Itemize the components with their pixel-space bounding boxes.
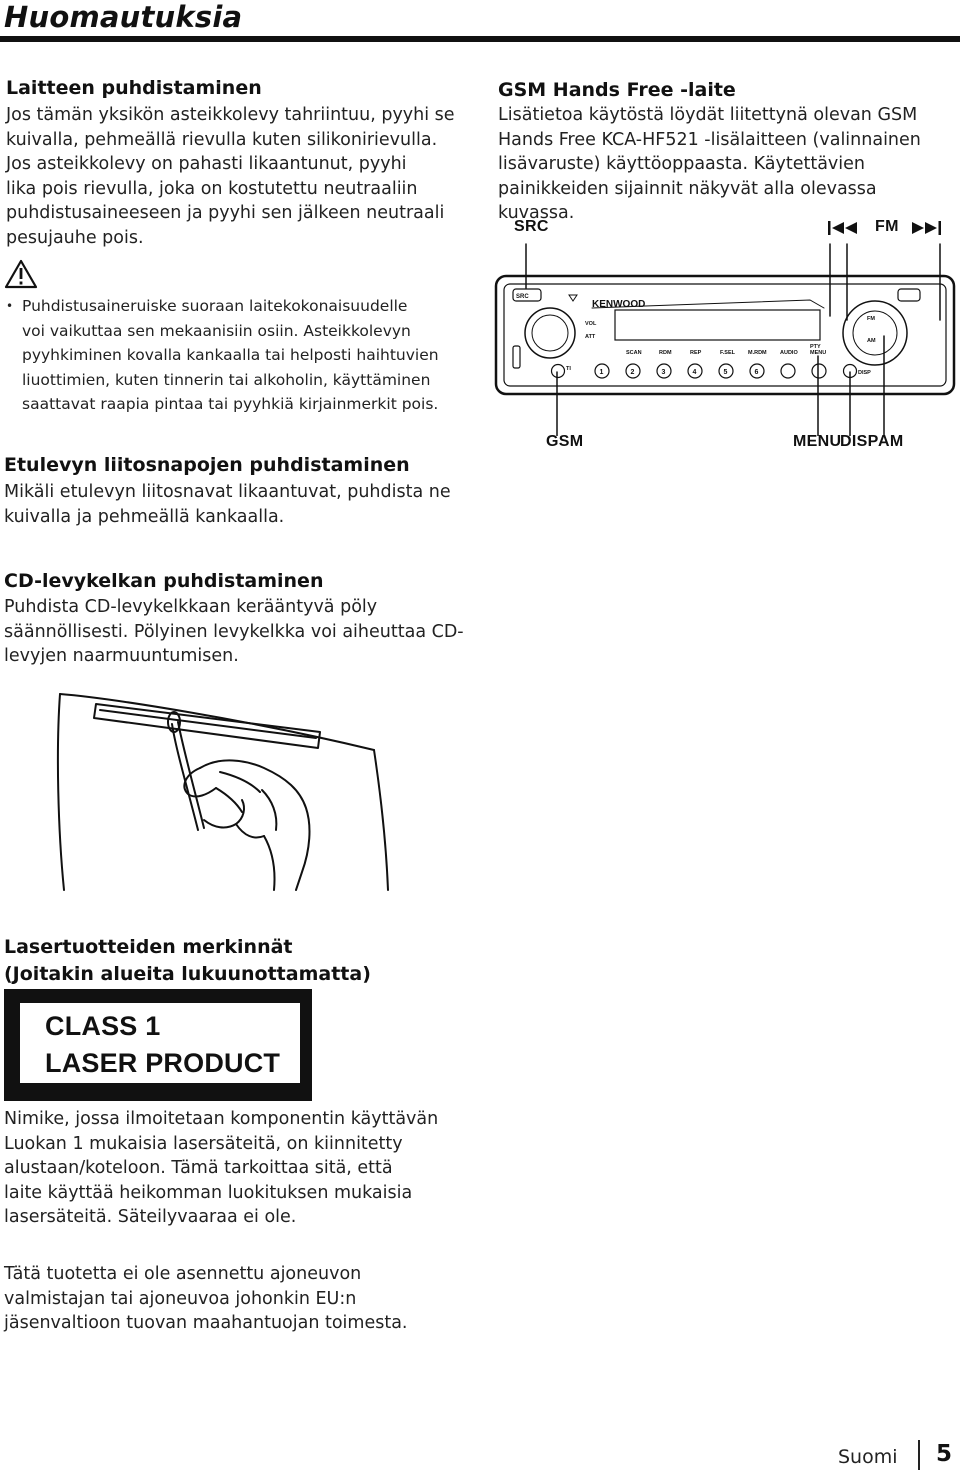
footer-page-number: 5 [936,1441,953,1467]
laser-class-label [4,989,312,1101]
text-line: pyyhkiminen kovalla kankaalla tai helposti haihtuvien [22,346,439,364]
text-line: voi vaikuttaa sen mekaanisiin osiin. Asteikkolevyn [22,321,411,340]
footer-language: Suomi [838,1446,898,1468]
panel-fn-rep: REP [690,350,702,356]
panel-att: ATT [585,334,596,340]
text-line: Jos asteikkolevy on pahasti likaantunut, pyyhi [6,154,407,174]
footer-separator [918,1440,920,1470]
laser-label-line-2: LASER PRODUCT [45,1048,281,1078]
fig-label-disp: DISP [840,433,879,450]
panel-preset-5: 5 [723,369,728,376]
text-line: Luokan 1 mukaisia lasersäteitä, on kiinnitetty [4,1133,403,1154]
fig-label-menu: MENU [793,433,842,450]
text-line: Hands Free KCA-HF521 -lisälaitteen (valinnainen [498,129,921,150]
text-line: levyjen naarmuuntumisen. [4,646,239,666]
text-line: Puhdista CD-levykelkkaan kerääntyvä pöly [4,597,378,617]
connector-cleaning-heading: Etulevyn liitosnapojen puhdistaminen [4,454,410,476]
laser-heading [4,934,371,988]
text-line: Jos tämän yksikön asteikkolevy tahriintuu, pyyhi se [6,105,455,125]
panel-fm: FM [867,316,875,322]
fig-label-gsm: GSM [546,433,584,450]
text-line: valmistajan tai ajoneuvoa johonkin EU:n [4,1288,357,1309]
text-line: • Puhdistusaineruiske suoraan laitekokonaisuudelle [22,297,408,315]
fig-label-am: AM [878,433,904,450]
caution-item [4,294,444,417]
gsm-paragraph [498,103,958,226]
text-line: Tätä tuotetta ei ole asennettu ajoneuvon [4,1264,362,1284]
text-line: pesujauhe pois. [6,227,144,248]
panel-src-label: SRC [516,294,529,300]
panel-preset-4: 4 [692,369,697,376]
text-line: lika pois rievulla, joka on kostutettu neutraaliin [6,178,418,199]
panel-fn-scan: SCAN [626,350,642,356]
text-line: jäsenvaltioon tuovan maahantuojan toimesta. [4,1313,408,1333]
text-line: Mikäli etulevyn liitosnavat likaantuvat, puhdista ne [4,482,451,502]
title-rule [0,36,960,42]
panel-am: AM [867,338,876,344]
text-line: Lasertuotteiden merkinnät [4,936,293,958]
gsm-heading: GSM Hands Free -laite [498,79,736,101]
text-line: (Joitakin alueita lukuunottamatta) [4,963,371,985]
panel-preset-1: 1 [599,369,604,376]
cd-cleaning-heading: CD-levykelkan puhdistaminen [4,570,324,592]
panel-fn-rdm: RDM [659,350,672,356]
text-line: säännöllisesti. Pölyinen levykelkka voi aiheuttaa CD- [4,621,464,642]
panel-fn-mrdm: M.RDM [748,350,767,356]
panel-brand: KENWOOD [592,299,646,310]
text-line: lasersäteitä. Säteilyvaaraa ei ole. [4,1207,297,1227]
cd-tray-cleaning-illustration [50,690,400,900]
fig-label-src: SRC [514,218,549,235]
cleaning-unit-paragraph [6,103,466,250]
text-line: saattavat raapia pintaa tai pyyhkiä kirjainmerkit pois. [22,395,439,413]
caution-box [4,294,444,417]
text-line: kuivalla ja pehmeällä kankaalla. [4,506,285,527]
laser-label-line-1: CLASS 1 [45,1011,161,1041]
text-line: laite käyttää heikomman luokituksen mukaisia [4,1182,413,1203]
panel-disp: DISP [858,370,871,376]
laser-label-inner [20,1003,300,1083]
skip-back-icon [827,220,859,236]
laser-note [4,1262,464,1336]
text-line: lisävaruste) käyttöoppaasta. Käytettävien [498,154,866,174]
panel-preset-3: 3 [661,369,666,376]
page-title: Huomautuksia [4,0,243,34]
cleaning-unit-heading: Laitteen puhdistaminen [6,77,262,99]
laser-paragraph [4,1107,464,1230]
fig-label-fm: FM [875,218,899,235]
panel-vol: VOL [585,321,597,327]
skip-forward-icon [910,220,942,236]
panel-preset-6: 6 [754,369,759,376]
panel-ti: TI [566,366,571,372]
panel-fn-fsel: F.SEL [720,350,735,356]
text-line: Lisätietoa käytöstä löydät liitettynä olevan GSM [498,105,918,125]
car-stereo-faceplate [494,240,958,436]
text-line: liuottimien, kuten tinnerin tai alkoholin, käyttäminen [22,370,431,389]
text-line: Nimike, jossa ilmoitetaan komponentin käyttävän [4,1109,439,1129]
panel-fn-menu: MENU [810,350,827,356]
cd-cleaning-paragraph [4,595,464,669]
text-line: alustaan/koteloon. Tämä tarkoittaa sitä, että [4,1158,393,1178]
panel-pty: PTY [810,344,821,350]
panel-fn-audio: AUDIO [780,350,798,356]
panel-preset-2: 2 [630,369,635,376]
text-line: painikkeiden sijainnit näkyvät alla olevassa kuvassa. [498,178,877,223]
warning-triangle-icon [4,259,38,289]
text-line: kuivalla, pehmeällä rievulla kuten silikonirievulla. [6,129,438,150]
text-line: puhdistusaineeseen ja pyyhi sen jälkeen neutraali [6,203,445,223]
connector-cleaning-paragraph [4,480,464,529]
